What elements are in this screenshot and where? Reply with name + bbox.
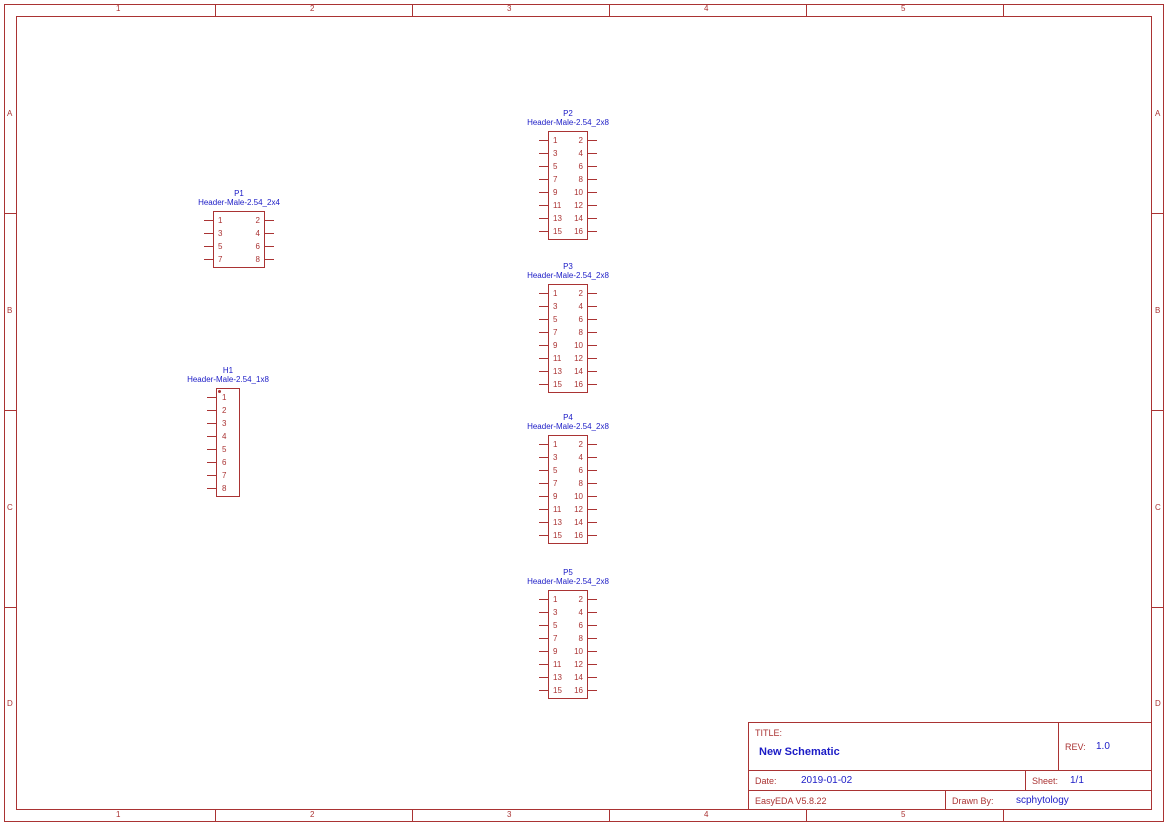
pin-number: 6 <box>578 621 583 630</box>
zone-tick <box>1003 4 1004 16</box>
pin-lead <box>207 475 217 476</box>
zone-label-right-B: B <box>1155 306 1161 315</box>
pin-row <box>549 529 587 542</box>
pin-row <box>217 482 239 495</box>
sheet-value: 1/1 <box>1070 775 1084 786</box>
pin-row <box>549 671 587 684</box>
pin-lead <box>587 371 597 372</box>
pin-lead <box>539 535 549 536</box>
pin-number: 5 <box>553 621 558 630</box>
pin-lead <box>587 612 597 613</box>
component-part-name: Header-Male-2.54_2x8 <box>527 271 609 280</box>
pin-row <box>549 147 587 160</box>
zone-label-bottom-3: 3 <box>507 810 512 819</box>
pin-lead <box>539 509 549 510</box>
zone-label-top-5: 5 <box>901 4 906 13</box>
pin-row <box>549 490 587 503</box>
pin-lead <box>587 599 597 600</box>
pin-row <box>549 313 587 326</box>
pin-number: 13 <box>553 214 562 223</box>
pin-lead <box>204 220 214 221</box>
zone-label-right-D: D <box>1155 699 1161 708</box>
pin-number: 11 <box>553 660 562 669</box>
zone-tick <box>215 4 216 16</box>
pin-lead <box>587 166 597 167</box>
pin-lead <box>587 192 597 193</box>
pin-number: 9 <box>553 188 558 197</box>
zone-label-top-4: 4 <box>704 4 709 13</box>
pin-lead <box>539 205 549 206</box>
zone-label-right-C: C <box>1155 503 1161 512</box>
pin-lead <box>539 599 549 600</box>
pin-lead <box>539 192 549 193</box>
pin-number: 5 <box>218 242 223 251</box>
pin-row <box>549 365 587 378</box>
component-part-name: Header-Male-2.54_2x8 <box>527 422 609 431</box>
pin-number: 15 <box>553 686 562 695</box>
pin-lead <box>204 233 214 234</box>
pin-number: 6 <box>578 315 583 324</box>
pin-number: 13 <box>553 518 562 527</box>
pin-number: 2 <box>578 595 583 604</box>
pin-number: 13 <box>553 673 562 682</box>
pin-lead <box>539 332 549 333</box>
pin-lead <box>539 612 549 613</box>
pin-lead <box>539 358 549 359</box>
pin-lead <box>539 483 549 484</box>
zone-tick <box>1152 410 1164 411</box>
tool-value: EasyEDA V5.8.22 <box>755 796 827 806</box>
pin-lead <box>539 496 549 497</box>
zone-label-left-C: C <box>7 503 13 512</box>
pin-number: 9 <box>553 341 558 350</box>
pin-number: 7 <box>218 255 223 264</box>
pin-number: 12 <box>574 201 583 210</box>
component-refdes: P4 <box>563 413 573 422</box>
pin-row <box>549 352 587 365</box>
pin-lead <box>587 651 597 652</box>
pin-number: 8 <box>578 479 583 488</box>
pin-row <box>214 240 264 253</box>
component-refdes: H1 <box>222 366 234 375</box>
pin-row <box>217 417 239 430</box>
pin-number: 7 <box>553 634 558 643</box>
pin-lead <box>207 436 217 437</box>
drawn-by-label: Drawn By: <box>952 796 994 806</box>
pin-row <box>214 214 264 227</box>
pin-lead <box>207 449 217 450</box>
pin-row <box>549 287 587 300</box>
date-value: 2019-01-02 <box>801 775 853 786</box>
pin-number: 3 <box>218 229 223 238</box>
pin-number: 1 <box>218 216 223 225</box>
pin-row <box>549 212 587 225</box>
pin-number: 5 <box>553 315 558 324</box>
pin-row <box>217 443 239 456</box>
pin-row <box>549 606 587 619</box>
pin-lead <box>204 259 214 260</box>
pin-lead <box>539 470 549 471</box>
pin-lead <box>204 246 214 247</box>
pin-lead <box>587 319 597 320</box>
pin-lead <box>539 384 549 385</box>
zone-tick <box>1152 607 1164 608</box>
component-body <box>548 590 588 699</box>
pin-row <box>214 253 264 266</box>
pin-row <box>217 456 239 469</box>
zone-tick <box>4 410 16 411</box>
pin-lead <box>587 625 597 626</box>
pin-lead <box>264 259 274 260</box>
component-part-name: Header-Male-2.54_1x8 <box>187 375 269 384</box>
pin-lead <box>539 306 549 307</box>
pin-lead <box>539 293 549 294</box>
pin-lead <box>587 218 597 219</box>
pin-lead <box>587 664 597 665</box>
pin-number: 16 <box>574 686 583 695</box>
pin-number: 1 <box>553 595 558 604</box>
pin-lead <box>587 690 597 691</box>
pin-row <box>549 632 587 645</box>
zone-tick <box>609 810 610 822</box>
pin-row <box>549 300 587 313</box>
pin-lead <box>539 166 549 167</box>
pin-row <box>549 199 587 212</box>
pin-row <box>549 378 587 391</box>
pin-row <box>217 404 239 417</box>
component-body <box>213 211 265 268</box>
pin-lead <box>587 293 597 294</box>
pin-lead <box>539 651 549 652</box>
zone-label-bottom-5: 5 <box>901 810 906 819</box>
pin-number: 6 <box>222 458 227 467</box>
rev-value: 1.0 <box>1096 741 1110 752</box>
zone-tick <box>1003 810 1004 822</box>
pin-lead <box>587 457 597 458</box>
zone-tick <box>1152 213 1164 214</box>
pin-row <box>549 684 587 697</box>
pin-row <box>549 225 587 238</box>
pin-number: 4 <box>578 608 583 617</box>
sheet-label: Sheet: <box>1032 776 1059 786</box>
pin-lead <box>587 470 597 471</box>
pin-number: 1 <box>553 289 558 298</box>
pin-row <box>217 391 239 404</box>
pin-row <box>549 619 587 632</box>
component-part-name: Header-Male-2.54_2x4 <box>198 198 280 207</box>
pin-number: 2 <box>578 440 583 449</box>
pin-number: 8 <box>578 328 583 337</box>
pin-number: 8 <box>222 484 227 493</box>
zone-label-left-B: B <box>7 306 13 315</box>
pin-lead <box>207 462 217 463</box>
pin-row <box>549 134 587 147</box>
pin-lead <box>539 677 549 678</box>
pin-lead <box>587 496 597 497</box>
component-refdes: P2 <box>563 109 573 118</box>
pin-number: 15 <box>553 380 562 389</box>
pin-row <box>549 339 587 352</box>
component-refdes: P1 <box>234 189 244 198</box>
pin-lead <box>587 483 597 484</box>
pin-number: 1 <box>222 393 227 402</box>
pin-lead <box>587 140 597 141</box>
pin-number: 3 <box>222 419 227 428</box>
pin-lead <box>207 397 217 398</box>
pin-lead <box>587 332 597 333</box>
pin-number: 2 <box>255 216 260 225</box>
zone-label-top-1: 1 <box>116 4 121 13</box>
pin-number: 2 <box>578 136 583 145</box>
pin-lead <box>539 457 549 458</box>
date-cell <box>749 771 1026 791</box>
zone-tick <box>412 4 413 16</box>
pin-lead <box>264 220 274 221</box>
zone-label-bottom-2: 2 <box>310 810 315 819</box>
pin-number: 12 <box>574 505 583 514</box>
pin-number: 9 <box>553 647 558 656</box>
pin-number: 2 <box>578 289 583 298</box>
pin-lead <box>587 205 597 206</box>
pin-row <box>549 516 587 529</box>
pin-row <box>549 438 587 451</box>
pin-number: 11 <box>553 354 562 363</box>
pin-number: 4 <box>578 149 583 158</box>
pin-lead <box>587 535 597 536</box>
pin-lead <box>207 488 217 489</box>
pin-lead <box>587 153 597 154</box>
zone-label-top-3: 3 <box>507 4 512 13</box>
pin-lead <box>587 358 597 359</box>
pin-1-marker-dot <box>218 390 221 393</box>
pin-row <box>214 227 264 240</box>
pin-lead <box>587 677 597 678</box>
pin-lead <box>587 444 597 445</box>
zone-label-bottom-1: 1 <box>116 810 121 819</box>
pin-number: 10 <box>574 647 583 656</box>
pin-row <box>549 645 587 658</box>
pin-number: 7 <box>222 471 227 480</box>
pin-number: 11 <box>553 201 562 210</box>
pin-number: 12 <box>574 354 583 363</box>
pin-lead <box>539 444 549 445</box>
title-cell <box>749 723 1059 771</box>
pin-number: 8 <box>578 175 583 184</box>
pin-lead <box>539 625 549 626</box>
pin-number: 16 <box>574 227 583 236</box>
component-body <box>548 284 588 393</box>
title-label: TITLE: <box>755 728 783 738</box>
pin-number: 1 <box>553 136 558 145</box>
pin-number: 14 <box>574 214 583 223</box>
zone-tick <box>215 810 216 822</box>
pin-lead <box>539 179 549 180</box>
pin-row <box>549 173 587 186</box>
pin-row <box>549 326 587 339</box>
pin-number: 16 <box>574 531 583 540</box>
pin-lead <box>539 140 549 141</box>
component-part-name: Header-Male-2.54_2x8 <box>527 577 609 586</box>
pin-lead <box>587 345 597 346</box>
pin-number: 6 <box>578 466 583 475</box>
component-refdes: P5 <box>563 568 573 577</box>
pin-lead <box>539 664 549 665</box>
component-body <box>548 435 588 544</box>
date-label: Date: <box>755 776 777 786</box>
pin-row <box>549 160 587 173</box>
pin-number: 3 <box>553 302 558 311</box>
pin-row <box>549 477 587 490</box>
pin-lead <box>539 218 549 219</box>
pin-number: 5 <box>553 162 558 171</box>
pin-number: 11 <box>553 505 562 514</box>
zone-label-top-2: 2 <box>310 4 315 13</box>
pin-number: 3 <box>553 149 558 158</box>
pin-row <box>549 451 587 464</box>
pin-number: 1 <box>553 440 558 449</box>
pin-number: 10 <box>574 188 583 197</box>
pin-number: 8 <box>578 634 583 643</box>
pin-number: 14 <box>574 518 583 527</box>
pin-number: 4 <box>578 302 583 311</box>
drawn-by-value: scphytology <box>1016 795 1069 806</box>
sheet-cell <box>1026 771 1152 791</box>
pin-lead <box>539 690 549 691</box>
pin-lead <box>587 384 597 385</box>
component-part-name: Header-Male-2.54_2x8 <box>527 118 609 127</box>
pin-lead <box>539 345 549 346</box>
pin-row <box>549 593 587 606</box>
pin-row <box>217 430 239 443</box>
title-block <box>748 722 1152 810</box>
pin-lead <box>264 233 274 234</box>
pin-lead <box>587 522 597 523</box>
pin-lead <box>587 638 597 639</box>
pin-number: 5 <box>553 466 558 475</box>
pin-number: 12 <box>574 660 583 669</box>
tool-cell <box>749 791 946 810</box>
pin-lead <box>264 246 274 247</box>
pin-row <box>549 464 587 477</box>
title-value: New Schematic <box>759 746 840 758</box>
pin-number: 2 <box>222 406 227 415</box>
pin-lead <box>587 509 597 510</box>
zone-label-bottom-4: 4 <box>704 810 709 819</box>
pin-row <box>549 186 587 199</box>
rev-cell <box>1059 723 1152 771</box>
zone-tick <box>609 4 610 16</box>
pin-number: 7 <box>553 175 558 184</box>
drawn-by-cell <box>946 791 1152 810</box>
pin-number: 4 <box>222 432 227 441</box>
pin-number: 5 <box>222 445 227 454</box>
pin-number: 15 <box>553 531 562 540</box>
pin-row <box>549 503 587 516</box>
pin-number: 7 <box>553 328 558 337</box>
pin-lead <box>587 231 597 232</box>
pin-number: 16 <box>574 380 583 389</box>
pin-number: 15 <box>553 227 562 236</box>
zone-tick <box>4 213 16 214</box>
pin-lead <box>539 522 549 523</box>
pin-number: 9 <box>553 492 558 501</box>
pin-lead <box>207 423 217 424</box>
zone-tick <box>412 810 413 822</box>
pin-number: 4 <box>255 229 260 238</box>
pin-number: 14 <box>574 367 583 376</box>
pin-lead <box>587 306 597 307</box>
pin-number: 13 <box>553 367 562 376</box>
zone-label-left-D: D <box>7 699 13 708</box>
pin-lead <box>207 410 217 411</box>
pin-lead <box>587 179 597 180</box>
pin-row <box>217 469 239 482</box>
pin-lead <box>539 231 549 232</box>
pin-number: 14 <box>574 673 583 682</box>
pin-number: 10 <box>574 492 583 501</box>
pin-number: 8 <box>255 255 260 264</box>
pin-row <box>549 658 587 671</box>
pin-lead <box>539 371 549 372</box>
pin-number: 7 <box>553 479 558 488</box>
pin-lead <box>539 319 549 320</box>
zone-tick <box>4 607 16 608</box>
zone-tick <box>806 810 807 822</box>
pin-number: 6 <box>255 242 260 251</box>
zone-tick <box>806 4 807 16</box>
component-body <box>548 131 588 240</box>
pin-number: 4 <box>578 453 583 462</box>
zone-label-left-A: A <box>7 109 13 118</box>
rev-label: REV: <box>1065 742 1086 752</box>
pin-lead <box>539 638 549 639</box>
pin-lead <box>539 153 549 154</box>
component-refdes: P3 <box>563 262 573 271</box>
pin-number: 6 <box>578 162 583 171</box>
pin-number: 3 <box>553 608 558 617</box>
pin-number: 10 <box>574 341 583 350</box>
zone-label-right-A: A <box>1155 109 1161 118</box>
component-body <box>216 388 240 497</box>
pin-number: 3 <box>553 453 558 462</box>
